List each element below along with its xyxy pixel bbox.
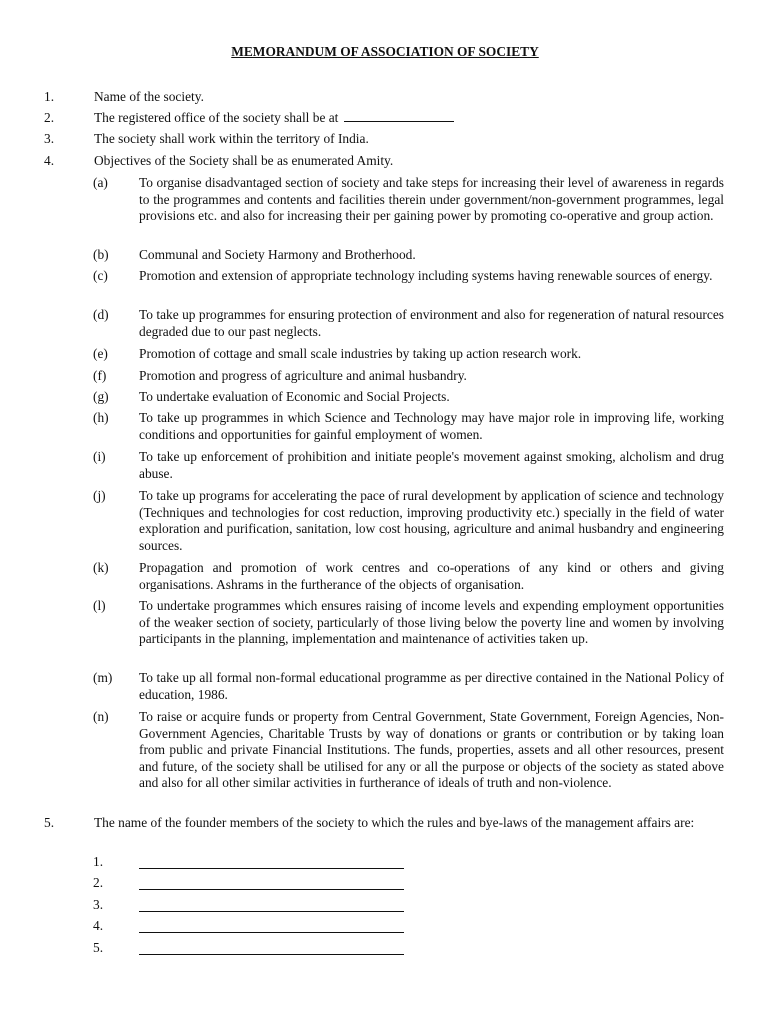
item-number: 5. <box>44 815 55 830</box>
objective-label: (i) <box>93 449 106 464</box>
objective-text: To take up programmes in which Science and Technology may have major role in improving life, working conditions and opportunities for gainful employment of women. <box>139 410 724 442</box>
objective-label: (b) <box>93 247 109 262</box>
founder-number: 5. <box>93 940 104 955</box>
founder-name-line[interactable] <box>139 932 404 933</box>
objective-label: (h) <box>93 410 109 425</box>
objective-label: (e) <box>93 346 108 361</box>
item-number: 3. <box>44 131 55 146</box>
objective-text: To take up all formal non-formal educational programme as per directive contained in the National Policy of education, 1986. <box>139 670 724 702</box>
objective-text: Promotion and progress of agriculture and animal husbandry. <box>139 368 467 383</box>
objective-text: To undertake programmes which ensures raising of income levels and expending employment opportunities of the weaker section of society, particularly of those living below the poverty line and women by involving participants in the planning, implementation and maintenance of activities taken up. <box>139 598 724 647</box>
item-number: 4. <box>44 153 55 168</box>
item-text: The name of the founder members of the society to which the rules and bye-laws of the management affairs are: <box>94 815 695 830</box>
founder-number: 1. <box>93 854 104 869</box>
objective-text: To take up enforcement of prohibition and initiate people's movement against smoking, alcholism and drug abuse. <box>139 449 724 481</box>
objective-text: To take up programmes for ensuring protection of environment and also for regeneration of natural resources degraded due to our past neglects. <box>139 307 724 339</box>
objective-label: (l) <box>93 598 106 613</box>
founder-number: 4. <box>93 918 104 933</box>
founder-name-line[interactable] <box>139 889 404 890</box>
objective-text: To undertake evaluation of Economic and Social Projects. <box>139 389 450 404</box>
objective-label: (m) <box>93 670 113 685</box>
registered-office-blank <box>344 110 454 122</box>
objective-text: To raise or acquire funds or property from Central Government, State Government, Foreign Agencies, Non-Government Agencies, Charitable Trusts by way of donations or grants or contribution or by taking loan from public and private Financial Institutions. The funds, properties, assets and all other resources, present and future, of the society shall be utilised for any or all the purpose or objects of the society as stated above and also for all other similar activities in furtherance of ideals of truth and non-violence. <box>139 709 724 791</box>
objective-label: (k) <box>93 560 109 575</box>
item-text: The society shall work within the territory of India. <box>94 131 369 146</box>
objective-label: (a) <box>93 175 108 190</box>
founder-number: 2. <box>93 875 104 890</box>
item-number: 1. <box>44 89 55 104</box>
objective-label: (f) <box>93 368 107 383</box>
founder-number: 3. <box>93 897 104 912</box>
item-text-wrap <box>94 110 724 127</box>
objective-label: (g) <box>93 389 109 404</box>
item-text: Name of the society. <box>94 89 204 104</box>
founder-name-line[interactable] <box>139 868 404 869</box>
objective-text: To organise disadvantaged section of society and take steps for increasing their level of awareness in regards to the programmes and contents and facilities therein under government/non-government programmes, legal provisions etc. and also for increasing their per gaining power by promoting co-operative and group action. <box>139 175 724 224</box>
objective-label: (n) <box>93 709 109 724</box>
objective-text: Promotion of cottage and small scale industries by taking up action research work. <box>139 346 582 361</box>
objective-label: (j) <box>93 488 106 503</box>
objective-text: Promotion and extension of appropriate technology including systems having renewable sources of energy. <box>139 268 713 283</box>
document-title: MEMORANDUM OF ASSOCIATION OF SOCIETY <box>231 44 539 59</box>
founder-name-line[interactable] <box>139 911 404 912</box>
founder-name-line[interactable] <box>139 954 404 955</box>
item-text: Objectives of the Society shall be as enumerated Amity. <box>94 153 394 168</box>
objective-text: Propagation and promotion of work centres and co-operations of any kind or others and giving organisations. Ashrams in the furtherance of the objects of organisation. <box>139 560 724 592</box>
objective-label: (c) <box>93 268 108 283</box>
item-text: The registered office of the society shall be at <box>94 110 339 125</box>
objective-label: (d) <box>93 307 109 322</box>
item-number: 2. <box>44 110 55 125</box>
objective-text: To take up programs for accelerating the pace of rural development by application of science and technology (Techniques and technologies for cost reduction, improving productivity etc.) specially in the field of water exploration and purification, sanitation, low cost housing, agriculture and animal husbandry and engineering sources. <box>139 488 724 553</box>
objective-text: Communal and Society Harmony and Brotherhood. <box>139 247 416 262</box>
